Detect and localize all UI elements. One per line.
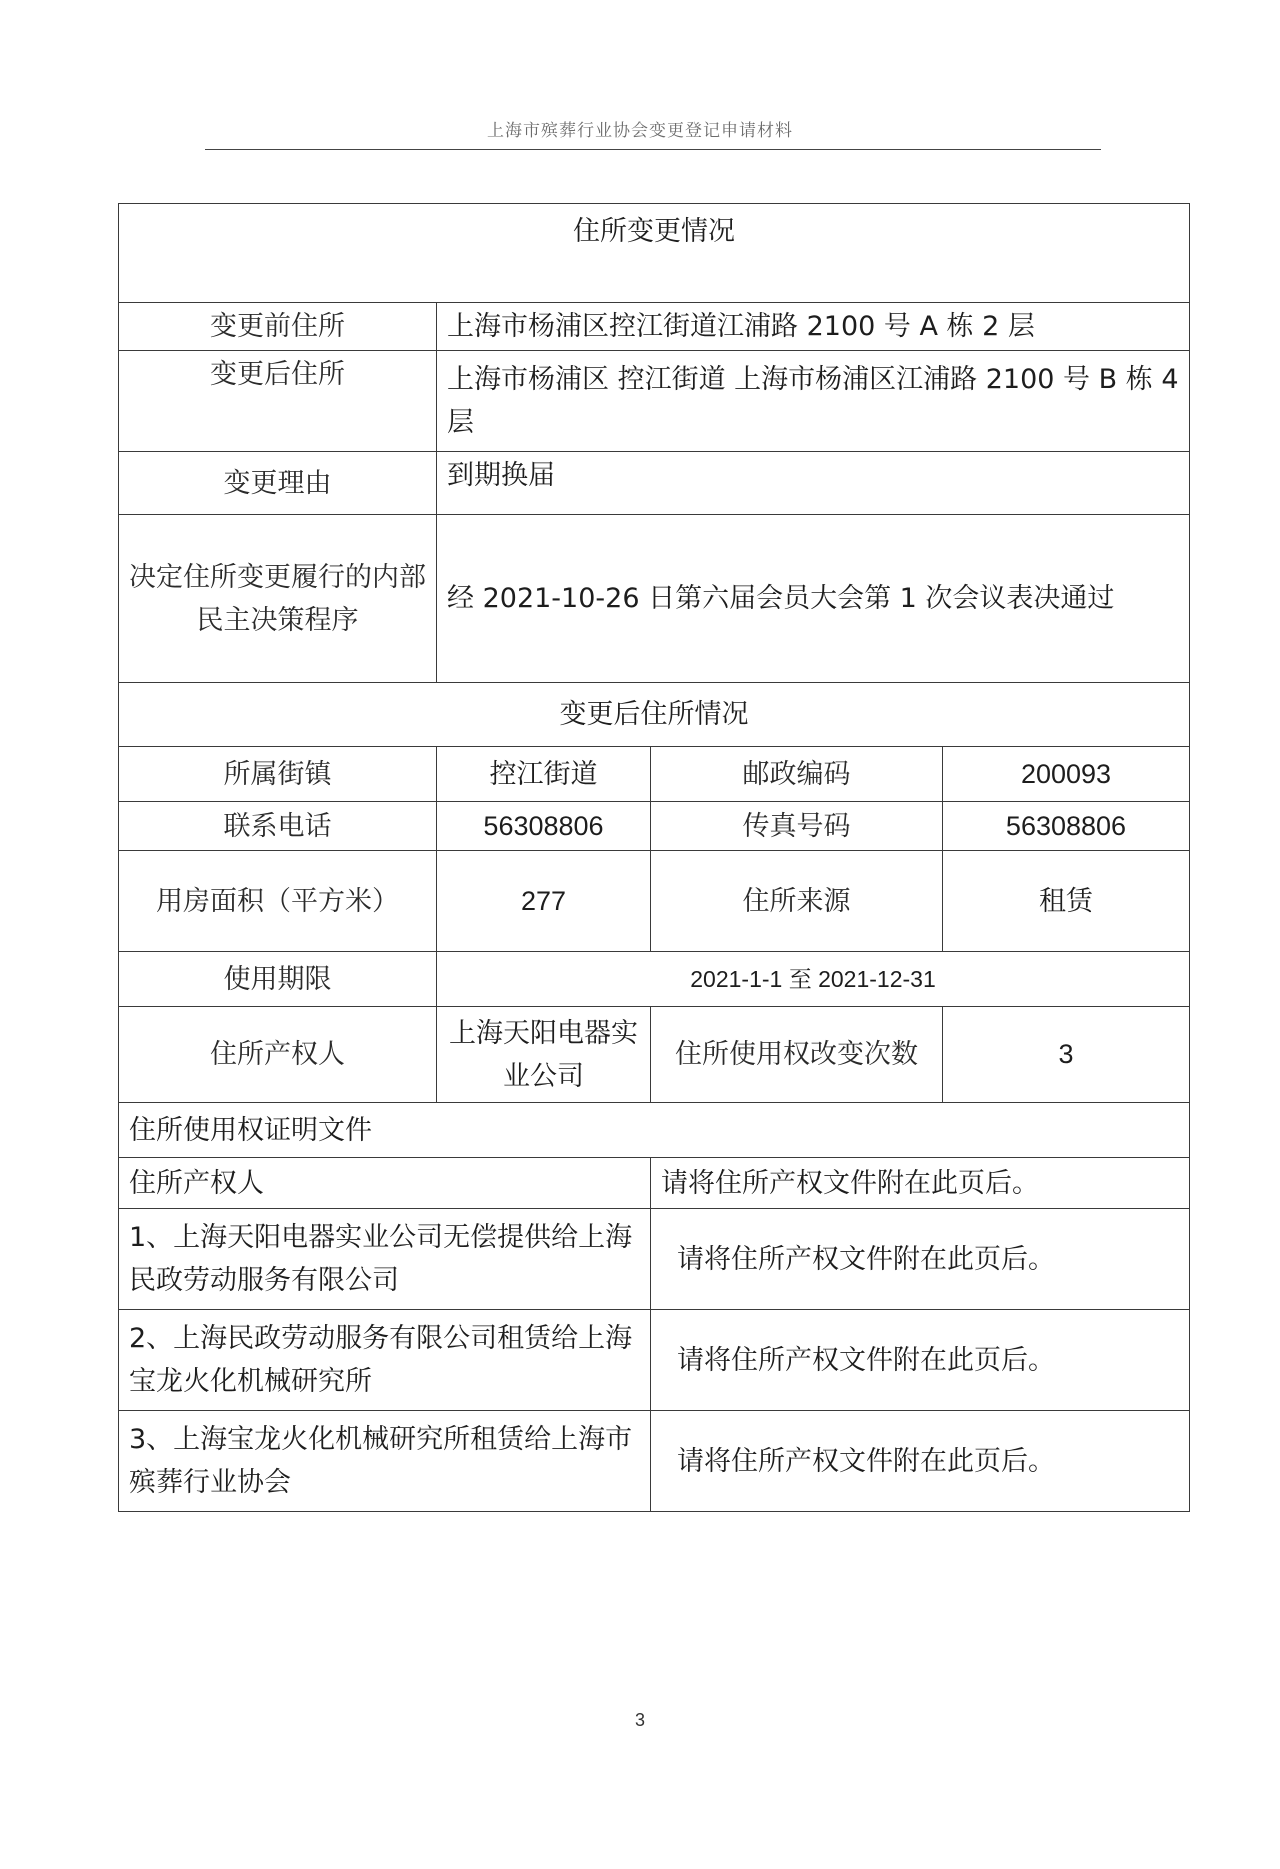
proof-owner-header: 住所产权人 — [119, 1158, 651, 1209]
value-postcode: 200093 — [943, 747, 1190, 802]
value-previous-address: 上海市杨浦区控江街道江浦路 2100 号 A 栋 2 层 — [437, 303, 1190, 351]
label-floor-area: 用房面积（平方米） — [119, 851, 437, 952]
proof-item-2-note: 请将住所产权文件附在此页后。 — [651, 1310, 1190, 1411]
value-property-owner: 上海天阳电器实业公司 — [437, 1007, 651, 1103]
value-address-source: 租赁 — [943, 851, 1190, 952]
label-street: 所属街镇 — [119, 747, 437, 802]
section-title-new-address-info: 变更后住所情况 — [119, 683, 1190, 747]
value-street: 控江街道 — [437, 747, 651, 802]
value-new-address: 上海市杨浦区 控江街道 上海市杨浦区江浦路 2100 号 B 栋 4 层 — [437, 351, 1190, 452]
proof-item-3: 3、上海宝龙火化机械研究所租赁给上海市殡葬行业协会 — [119, 1411, 651, 1512]
value-change-reason: 到期换届 — [437, 452, 1190, 515]
header-divider — [205, 149, 1101, 150]
label-postcode: 邮政编码 — [651, 747, 943, 802]
change-registration-table — [118, 203, 1190, 1512]
label-new-address: 变更后住所 — [119, 351, 437, 452]
value-use-right-change-count: 3 — [943, 1007, 1190, 1103]
page-number: 3 — [634, 1710, 645, 1730]
label-property-owner: 住所产权人 — [119, 1007, 437, 1103]
label-change-reason: 变更理由 — [119, 452, 437, 515]
proof-item-3-note: 请将住所产权文件附在此页后。 — [651, 1411, 1190, 1512]
proof-item-2: 2、上海民政劳动服务有限公司租赁给上海宝龙火化机械研究所 — [119, 1310, 651, 1411]
value-phone: 56308806 — [437, 802, 651, 851]
label-use-right-change-count: 住所使用权改变次数 — [651, 1007, 943, 1103]
value-floor-area: 277 — [437, 851, 651, 952]
document-header-title: 上海市殡葬行业协会变更登记申请材料 — [487, 121, 793, 141]
label-phone: 联系电话 — [119, 802, 437, 851]
value-usage-term: 2021-1-1 至 2021-12-31 — [437, 952, 1190, 1007]
label-address-source: 住所来源 — [651, 851, 943, 952]
section-title-use-right-proof: 住所使用权证明文件 — [119, 1103, 1190, 1158]
label-usage-term: 使用期限 — [119, 952, 437, 1007]
section-title-address-change: 住所变更情况 — [119, 204, 1190, 303]
label-fax: 传真号码 — [651, 802, 943, 851]
value-decision-procedure: 经 2021-10-26 日第六届会员大会第 1 次会议表决通过 — [437, 515, 1190, 683]
label-previous-address: 变更前住所 — [119, 303, 437, 351]
proof-item-1-note: 请将住所产权文件附在此页后。 — [651, 1209, 1190, 1310]
proof-item-1: 1、上海天阳电器实业公司无偿提供给上海民政劳动服务有限公司 — [119, 1209, 651, 1310]
proof-owner-note: 请将住所产权文件附在此页后。 — [651, 1158, 1190, 1209]
value-fax: 56308806 — [943, 802, 1190, 851]
label-decision-procedure: 决定住所变更履行的内部民主决策程序 — [119, 515, 437, 683]
